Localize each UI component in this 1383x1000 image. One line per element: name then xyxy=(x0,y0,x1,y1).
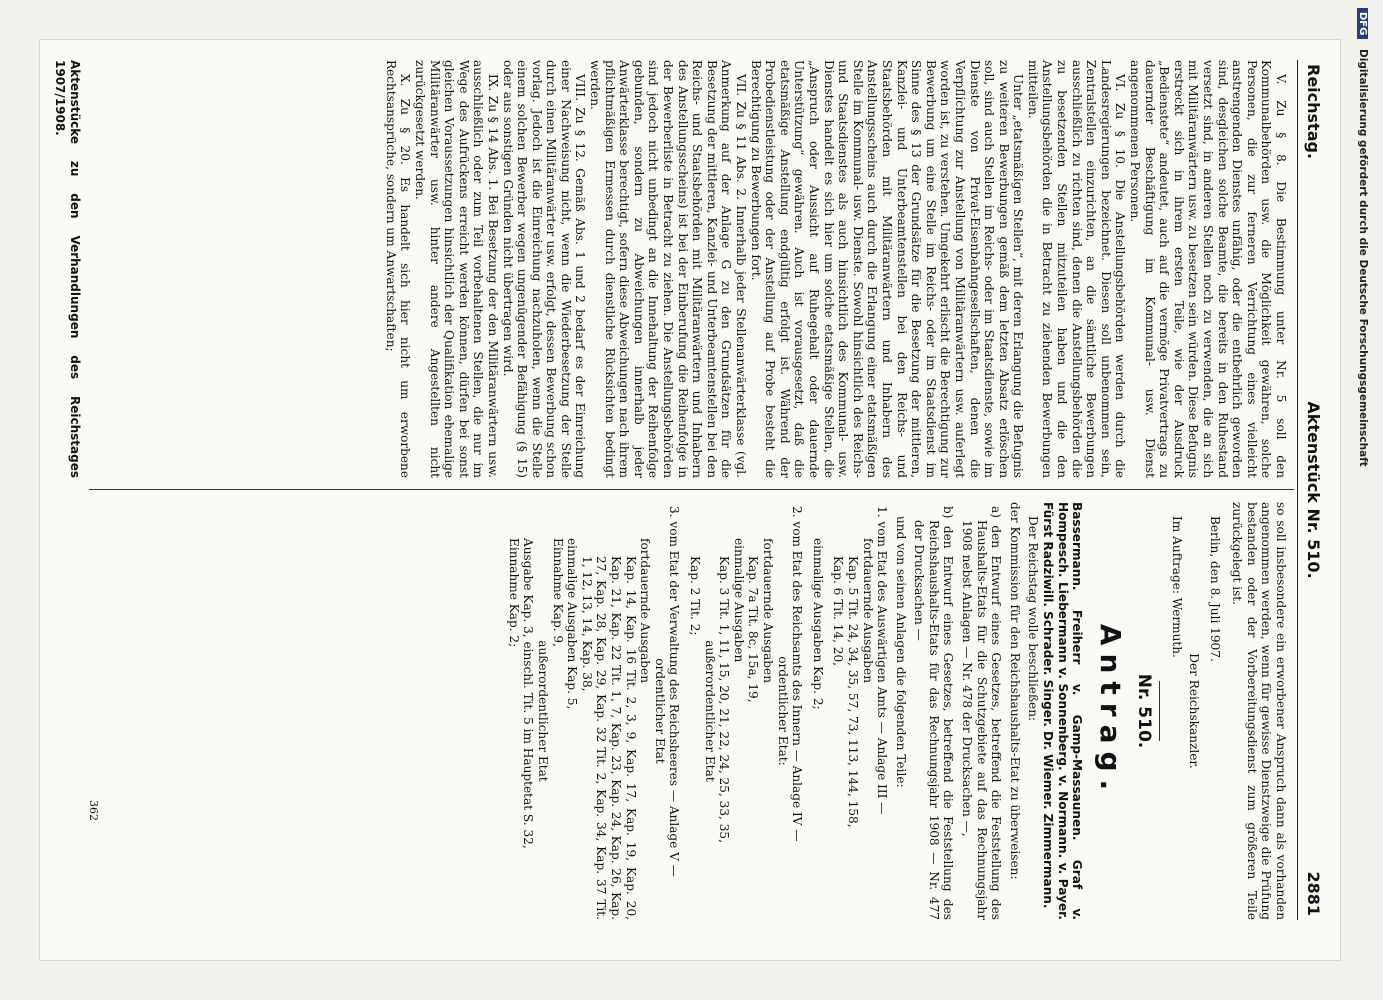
part-2-line: Kap. 2 Tit. 2; xyxy=(688,556,702,636)
para-viii: VIII. Zu § 12. Gemäß Abs. 1 und 2 bedarf es der Einreichung einer Nachweisung nicht, wenn die Wiederbesetzung der Stelle durch einen Militäranwärter usw. erfolgt, dessen Bewerbung schon vorlag. Jedoch ist die Einreichung nachzuholen, wenn die Stelle einem solchen Bewerber wegen ungenügender Befähigung (§ 15) oder aus sonstigen Gründen nicht übertragen wird. xyxy=(500,60,588,478)
header-left: Reichstag. xyxy=(1304,64,1323,160)
right-column xyxy=(506,502,1288,920)
running-header xyxy=(1297,60,1322,920)
rotated-page xyxy=(40,40,1340,940)
part-3-line: Ausgabe Kap. 3, einschl. Tit. 5 im Hauptetat S. 32, xyxy=(521,538,536,849)
part-3-heading: 3. vom Etat der Verwaltung des Reichsheeres — Anlage V — xyxy=(667,506,682,877)
dfg-sidebar xyxy=(1341,8,1371,998)
para-vi: VI. Zu § 10. Die Anstellungsbehörden werden durch die Landesregierungen bezeichnet. Diesen soll unbenommen sein, Zentralstellen einzurichten, an die sämtliche Bewerbungen ausschließlich zu richten sind, denen die Anstellungsbehörden die zu besetzenden Stellen mitzuteilen haben und die den Anstellungsbehörden die in Betracht zu ziehenden Bewerbungen mitteilen. xyxy=(1025,60,1128,478)
referral: der Kommission für den Reichshaushalts-Etat zu überweisen: xyxy=(1007,502,1022,880)
part-3-line: Kap. 14, Kap. 16 Tit. 2, 3, 9, Kap. 17, Kap. 19, Kap. 20, Kap. 21, Kap. 22 Tit. 1, 7, Kap. 23, Kap. 24, Kap. 26, Kap. 27, Kap. 28, Kap. 29, Kap. 32 Tit. 2, Kap. 34, Kap. 37 Tit. 1, 12, 13, 14, Kap. 38, xyxy=(579,556,638,920)
scanned-page xyxy=(40,40,1340,960)
part-2-line: Kap. 3 Tit. 1, 11, 15, 20, 21, 22, 24, 25, 33, 35, xyxy=(717,556,732,843)
and-from: und von seinen Anlagen die folgenden Teile: xyxy=(893,516,908,788)
part-2-line: fortdauernde Ausgaben xyxy=(760,538,775,683)
part-3-line: einmalige Ausgaben Kap. 5, xyxy=(565,538,580,710)
part-1-line: Kap. 6 Tit. 14, 20, xyxy=(831,556,846,667)
dfg-logo: DFG xyxy=(1357,8,1368,39)
header-center: Aktenstück Nr. 510. xyxy=(1304,401,1323,579)
para-v: V. Zu § 8. Die Bestimmung unter Nr. 5 soll den Kommunalbehörden usw. die Möglichkeit gewähren, solche Personen, die zur ferneren Verrichtung eines vielleicht anstrengenden Dienstes unfähig, oder die entbehrlich geworden sind, desgleichen solche Beamte, die bereits in den Ruhestand versetzt sind, in anderen Stellen noch zu verwenden, die an sich mit Militäranwärtern usw. zu besetzen sein würden. Diese Befugnis erstreckt sich in ihrem ersten Teile, wie der Ausdruck „Bedienstete“ andeutet, auch auf die vermöge Privatvertrags zu dauernder Beschäftigung im Kommunal- usw. Dienst angenommenen Personen. xyxy=(1128,60,1288,478)
item-a: a) den Entwurf eines Gesetzes, betreffend die Feststellung des Haushalts-Etats für die Schutzgebiete auf das Rechnungsjahr 1908 nebst Anlagen — Nr. 478 der Drucksachen —, xyxy=(960,506,1004,920)
part-2-line: ordentlicher Etat: xyxy=(775,656,790,766)
left-column xyxy=(383,60,1288,478)
para-vii: VII. Zu § 11 Abs. 2. Innerhalb jeder Stellenanwärterklasse (vgl. Anmerkung auf der Anlage G zu den Grundsätzen für die Besetzung der mittleren, Kanzlei- und Unterbeamtenstellen bei den Reichs- und Staatsbehörden mit Militäranwärtern und Inhabern des Anstellungsscheins) ist bei der Einberufung die Reihenfolge in der Bewerberliste in Betracht zu ziehen. Die Anstellungsbehörden sind jedoch nicht unbedingt an die Innehaltung der Reihenfolge gebunden, sondern zu Abweichungen innerhalb jeder Anwärterklasse berechtigt, sofern diese Abweichungen nach ihrem pflichtmäßigen Ermessen durch dienstliche Rücksichten bedingt werden. xyxy=(588,60,749,478)
part-1-line: fortdauernde Ausgaben xyxy=(860,538,875,683)
para-ix: IX. Zu § 14 Abs. 1. Bei Besetzung der den Militäranwärtern usw. ausschließlich oder zum Teil vorbehaltenen Stellen, die nur im Wege des Aufrückens erreicht werden können, dürfen bei sonst gleichen Voraussetzungen hinsichtlich der Qualifikation ehemalige Militäranwärter usw. hinter andere Angestellten nicht zurückgesetzt werden. xyxy=(412,60,500,478)
part-3-line: Einnahme Kap. 2; xyxy=(506,538,521,648)
part-1-line: einmalige Ausgaben Kap. 2; xyxy=(810,538,825,710)
para-vi-b: Unter „etatsmäßigen Stellen“, mit deren Erlangung die Befugnis zu weiteren Bewerbungen gemäß dem letzten Absatz erlöschen soll, sind auch Stellen im Reichs- oder im Staatsdienste, sowie im Dienste von Privat-Eisenbahngesellschaften, denen die Verpflichtung zur Anstellung von Militäranwärtern usw. auferlegt worden ist, zu verstehen. Umgekehrt erlischt die Berechtigung zur Bewerbung um eine Stelle im Reichs- oder im Staatsdienst im Sinne des § 13 der Grundsätze für die Besetzung der mittleren, Kanzlei- und Unterbeamtenstellen bei den Reichs- und Staatsbehörden mit Militäranwärtern und Inhabern des Anstellungsscheins auch durch die Erlangung einer etatsmäßigen Stelle im Kommunal- usw. Dienste. Sowohl hinsichtlich des Reichs- und Staatsdienstes als auch hinsichtlich des Kommunal- usw. Dienstes handelt es sich hier um solche etatsmäßige Stellen, die „Anspruch oder Aussicht auf Ruhegehalt oder dauernde Unterstützung“ gewähren. Auch ist vorausgesetzt, daß die etatsmäßige Anstellung endgültig erfolgt ist. Während der Probedienstleistung oder der Anstellung auf Probe besteht die Berechtigung zu Bewerbungen fort. xyxy=(748,60,1026,478)
item-b: b) den Entwurf eines Gesetzes, betreffend die Feststellung des Reichshaushalts-Etats für das Rechnungsjahr 1908 — Nr. 477 der Drucksachen — xyxy=(912,506,956,920)
dfg-credit: Digitalisierung gefördert durch die Deutsche Forschungsgemeinschaft xyxy=(1357,49,1369,467)
part-2-heading: 2. vom Etat des Reichsamts des Innern — Anlage IV — xyxy=(790,506,805,842)
place-date: Berlin, den 8. Juli 1907. xyxy=(1207,516,1222,662)
part-1-line: Kap. 5 Tit. 24, 34, 35, 57, 73, 113, 144, 158, xyxy=(845,556,860,828)
signer-name: Im Auftrage: Wermuth. xyxy=(1170,516,1185,658)
part-2-line: außerordentlicher Etat xyxy=(702,640,717,782)
section-divider xyxy=(1159,681,1160,741)
document-number: Nr. 510. xyxy=(1133,673,1154,749)
para-intro: so soll insbesondere ein erworbener Anspruch dann als vorhanden angenommen werden, wenn für gewisse Dienstzweige die Prüfung bestanden oder der Vorbereitungsdienst zum größeren Teile zurückgelegt ist. xyxy=(1230,502,1288,920)
column-divider xyxy=(89,489,1294,490)
part-2-line: Kap. 7a Tit. 8c, 15a, 19, xyxy=(746,556,761,703)
part-2-line: einmalige Ausgaben xyxy=(731,538,746,663)
para-x: X. Zu § 20. Es handelt sich hier nicht um erworbene Rechtsansprüche, sondern um Anwartschaften; xyxy=(383,60,413,478)
part-3-line: ordentlicher Etat xyxy=(652,658,667,764)
resolution: Der Reichstag wolle beschließen: xyxy=(1026,516,1041,722)
page-reference: 362 xyxy=(87,800,100,821)
page-number: 2881 xyxy=(1304,871,1323,916)
part-3-line: fortdauernde Ausgaben xyxy=(638,538,653,683)
signatories: Bassermann. Freiherr v. Gamp-Massaunen. Graf v. Hompesch. Liebermann v. Sonnenberg. v. Normann. v. Payer. Fürst Radziwill. Schrader. Singer. Dr. Wiemer. Zimmermann. xyxy=(1041,502,1085,920)
part-3-line: Einnahme Kap. 9, xyxy=(550,538,565,647)
footer-note: Aktenstücke zu den Verhandlungen des Reichstages 1907/1908. xyxy=(53,60,82,478)
document-title: Antrag. xyxy=(1094,623,1128,799)
part-1-heading: 1. vom Etat des Auswärtigen Amts — Anlage III — xyxy=(875,506,890,815)
signer-title: Der Reichskanzler. xyxy=(1187,653,1202,769)
part-3-line: außerordentlicher Etat xyxy=(536,640,551,782)
